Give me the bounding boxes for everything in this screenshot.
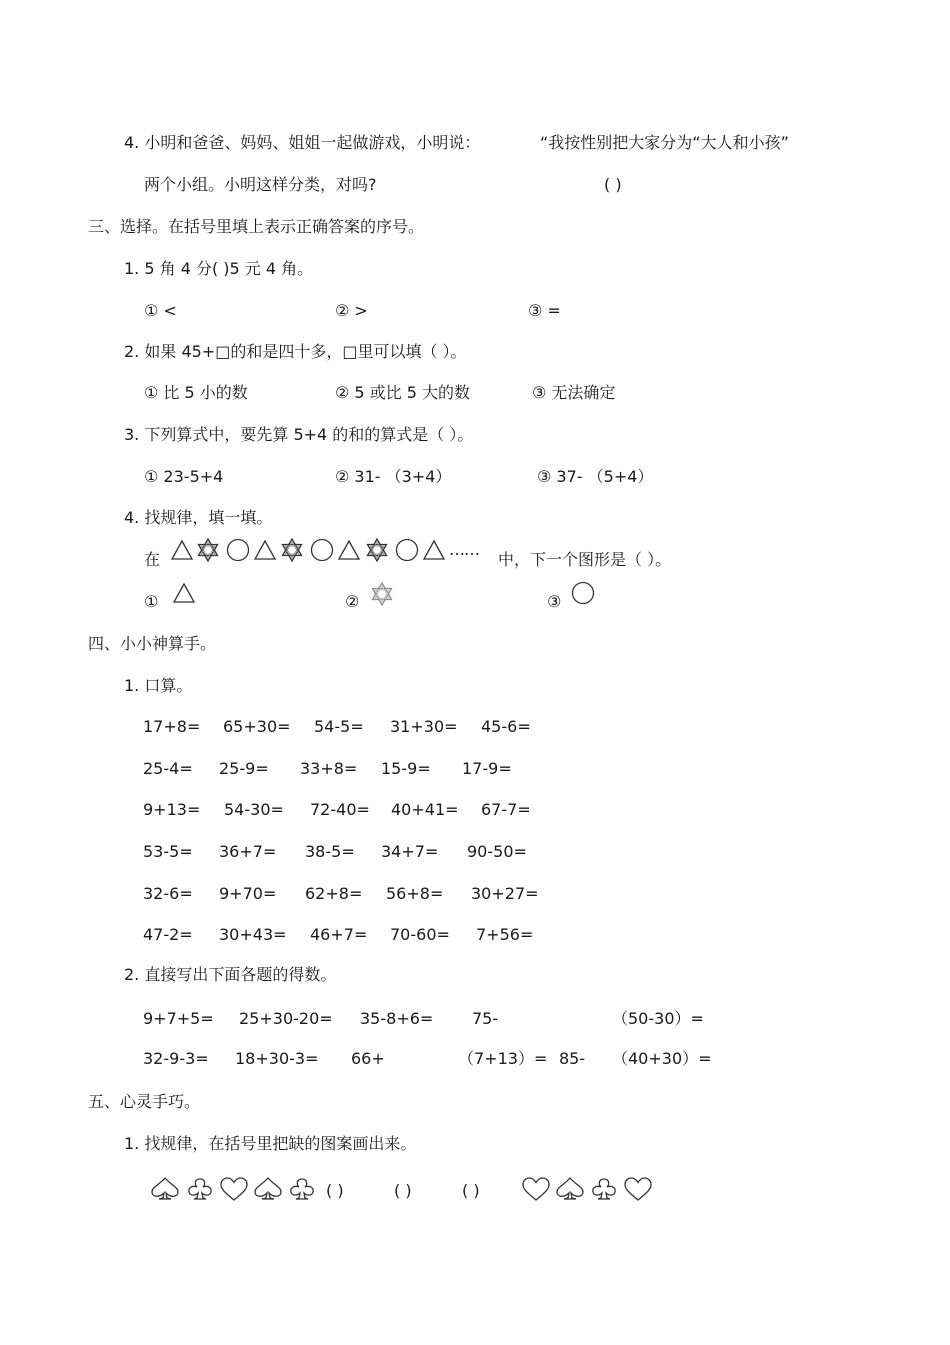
- direct-calc-item: 75-: [472, 1009, 499, 1028]
- circle-icon: [310, 538, 334, 562]
- s3-q1-option-1[interactable]: ① <: [144, 301, 177, 320]
- s3-q4-stem: 4. 找规律，填一填。: [124, 508, 273, 527]
- heart-icon: [218, 1176, 250, 1202]
- oral-calc-item: 53-5=: [143, 842, 193, 861]
- heart-icon: [520, 1176, 552, 1202]
- spade-icon: [252, 1176, 284, 1202]
- s3-q4-prefix: 在: [144, 550, 161, 569]
- pattern-blank-2[interactable]: ( ): [394, 1181, 412, 1200]
- s3-q4-option-3-label[interactable]: ③: [547, 592, 562, 611]
- oral-calc-item: 47-2=: [143, 925, 193, 944]
- s5-sub1: 1. 找规律，在括号里把缺的图案画出来。: [124, 1134, 417, 1153]
- s3-q4-option-2-label[interactable]: ②: [345, 592, 360, 611]
- direct-calc-item: （50-30）=: [612, 1009, 704, 1028]
- heart-icon: [622, 1176, 654, 1202]
- oral-calc-item: 67-7=: [481, 800, 531, 819]
- sequence-ellipsis: ……: [449, 540, 479, 559]
- circle-icon: [395, 538, 419, 562]
- star-of-david-icon: [280, 538, 304, 562]
- club-icon: [184, 1176, 216, 1202]
- triangle-icon: [337, 539, 361, 561]
- q4-answer-paren[interactable]: ( ): [604, 175, 622, 194]
- s3-q2-stem: 2. 如果 45+□的和是四十多，□里可以填（ ）。: [124, 342, 467, 361]
- oral-calc-item: 15-9=: [381, 759, 431, 778]
- q4-line2: 两个小组。小明这样分类，对吗?: [144, 175, 377, 194]
- oral-calc-item: 54-30=: [224, 800, 284, 819]
- star-of-david-icon[interactable]: [370, 582, 394, 606]
- spade-icon: [554, 1176, 586, 1202]
- s3-q2-option-1[interactable]: ① 比 5 小的数: [144, 383, 248, 402]
- s3-q3-option-1[interactable]: ① 23-5+4: [144, 467, 224, 486]
- oral-calc-item: 70-60=: [390, 925, 450, 944]
- circle-icon: [226, 538, 250, 562]
- s3-q3-stem: 3. 下列算式中，要先算 5+4 的和的算式是（ ）。: [124, 425, 474, 444]
- s3-q1-option-2[interactable]: ② >: [335, 301, 368, 320]
- pattern-blank-3[interactable]: ( ): [462, 1181, 480, 1200]
- s3-q2-option-2[interactable]: ② 5 或比 5 大的数: [335, 383, 471, 402]
- direct-calc-item: （7+13）=: [458, 1049, 548, 1068]
- oral-calc-item: 54-5=: [314, 717, 364, 736]
- spade-icon: [149, 1176, 181, 1202]
- oral-calc-item: 65+30=: [223, 717, 291, 736]
- oral-calc-item: 72-40=: [310, 800, 370, 819]
- oral-calc-item: 32-6=: [143, 884, 193, 903]
- club-icon: [286, 1176, 318, 1202]
- oral-calc-item: 9+13=: [143, 800, 201, 819]
- direct-calc-item: 32-9-3=: [143, 1049, 209, 1068]
- oral-calc-item: 30+43=: [219, 925, 287, 944]
- q4-line1-b: “我按性别把大家分为“大人和小孩”: [540, 133, 789, 152]
- oral-calc-item: 36+7=: [219, 842, 277, 861]
- oral-calc-item: 17-9=: [462, 759, 512, 778]
- s4-sub2: 2. 直接写出下面各题的得数。: [124, 965, 337, 984]
- direct-calc-item: 18+30-3=: [235, 1049, 319, 1068]
- oral-calc-item: 25-4=: [143, 759, 193, 778]
- circle-icon[interactable]: [571, 581, 595, 605]
- oral-calc-item: 25-9=: [219, 759, 269, 778]
- s3-q4-suffix: 中，下一个图形是（ ）。: [498, 550, 672, 569]
- pattern-blank-1[interactable]: ( ): [326, 1181, 344, 1200]
- direct-calc-item: 85-: [559, 1049, 586, 1068]
- oral-calc-item: 90-50=: [467, 842, 527, 861]
- s3-q1-stem: 1. 5 角 4 分( )5 元 4 角。: [124, 259, 314, 278]
- oral-calc-item: 7+56=: [476, 925, 534, 944]
- oral-calc-item: 34+7=: [381, 842, 439, 861]
- star-of-david-icon: [196, 538, 220, 562]
- q4-line1-a: 4. 小明和爸爸、妈妈、姐姐一起做游戏，小明说：: [124, 133, 481, 152]
- s3-q3-option-3[interactable]: ③ 37- （5+4）: [537, 467, 654, 486]
- oral-calc-item: 40+41=: [391, 800, 459, 819]
- oral-calc-item: 31+30=: [390, 717, 458, 736]
- star-of-david-icon: [365, 538, 389, 562]
- oral-calc-item: 46+7=: [310, 925, 368, 944]
- oral-calc-item: 9+70=: [219, 884, 277, 903]
- oral-calc-item: 62+8=: [305, 884, 363, 903]
- oral-calc-item: 45-6=: [481, 717, 531, 736]
- triangle-icon[interactable]: [172, 582, 196, 604]
- s3-q2-option-3[interactable]: ③ 无法确定: [532, 383, 616, 402]
- direct-calc-item: 25+30-20=: [239, 1009, 333, 1028]
- s4-sub1: 1. 口算。: [124, 676, 193, 695]
- oral-calc-item: 17+8=: [143, 717, 201, 736]
- direct-calc-item: 9+7+5=: [143, 1009, 214, 1028]
- triangle-icon: [170, 539, 194, 561]
- s3-q3-option-2[interactable]: ② 31- （3+4）: [335, 467, 452, 486]
- section3-title: 三、选择。在括号里填上表示正确答案的序号。: [88, 217, 425, 236]
- s3-q1-option-3[interactable]: ③ =: [528, 301, 561, 320]
- triangle-icon: [422, 539, 446, 561]
- oral-calc-item: 30+27=: [471, 884, 539, 903]
- direct-calc-item: 66+: [351, 1049, 385, 1068]
- oral-calc-item: 33+8=: [300, 759, 358, 778]
- section4-title: 四、小小神算手。: [88, 634, 217, 653]
- section5-title: 五、心灵手巧。: [88, 1092, 201, 1111]
- oral-calc-item: 56+8=: [386, 884, 444, 903]
- direct-calc-item: 35-8+6=: [360, 1009, 434, 1028]
- s3-q4-option-1-label[interactable]: ①: [144, 592, 159, 611]
- direct-calc-item: （40+30）=: [612, 1049, 712, 1068]
- club-icon: [588, 1176, 620, 1202]
- oral-calc-item: 38-5=: [305, 842, 355, 861]
- triangle-icon: [253, 539, 277, 561]
